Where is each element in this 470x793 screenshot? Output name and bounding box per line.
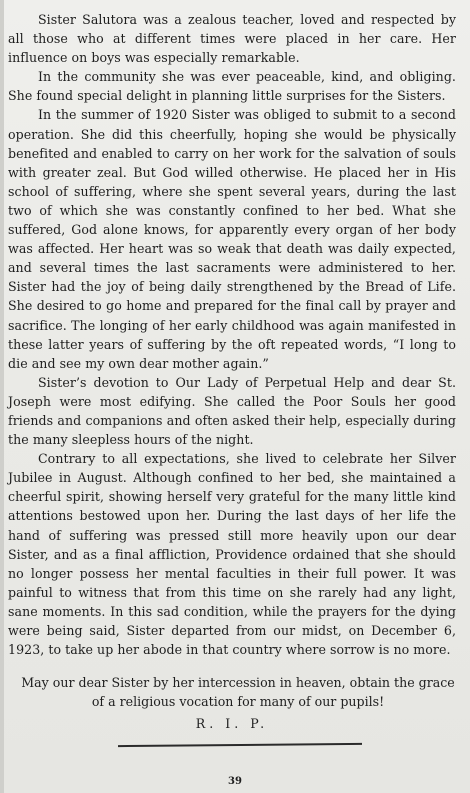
paragraph-2: In the community she was ever peaceable, kind, and obliging. She found special delight in planning little surprises for the Sisters. xyxy=(8,69,456,104)
closing-prayer: May our dear Sister by her intercession in heaven, obtain the grace of a religious vocation for many of our pupils! xyxy=(21,675,455,710)
paragraph-1: Sister Salutora was a zealous teacher, loved and respected by all those who at different times were placed in her care. Her influence on boys was especially remarkable. xyxy=(8,12,456,66)
paragraph-5: Contrary to all expectations, she lived to celebrate her Silver Jubilee in August. Although confined to her bed, she maintained a cheerful spirit, showing herself very grateful for the many little kind attentions bestowed upon her. During the last days of her life the hand of suffering was pressed still more heavily upon our dear Sister, and as a final affliction, Providence ordained that she should no longer possess her mental faculties in their full power. It was painful to witness that from this time on she rarely had any light, sane moments. In this sad condition, while the prayers for the dying were being said, Sister departed from our midst, on December 6, 1923, to take up her abode in that country where sorrow is no more. xyxy=(8,451,456,658)
memorial-text xyxy=(8,10,456,659)
rip-line: R. I. P. xyxy=(195,716,269,732)
divider-rule xyxy=(118,743,362,747)
paragraph-4: Sister’s devotion to Our Lady of Perpetual Help and dear St. Joseph were most edifying. She called the Poor Souls her good friends and companions and often asked their help, especially during the many sleepless hours of the night. xyxy=(8,374,456,448)
paragraph-3: In the summer of 1920 Sister was obliged to submit to a second operation. She did this cheerfully, hoping she would be physically benefited and enabled to carry on her work for the salvation of souls with greater zeal. But God willed otherwise. He placed her in His school of suffering, where she spent several years, during the last two of which she was constantly confined to her bed. What she suffered, God alone knows, for apparently every organ of her body was affected. Her heart was so weak that death was daily expected, and several times the last sacraments were administered to her. Sister had the joy of being daily strengthened by the Bread of Life. She desired to go home and prepared for the final call by prayer and sacrifice. The longing of her early childhood was again manifested in these latter years of suffering by the oft repeated words, “I long to die and see my own dear mother again.” xyxy=(8,107,456,371)
page-number: 39 xyxy=(228,776,242,787)
